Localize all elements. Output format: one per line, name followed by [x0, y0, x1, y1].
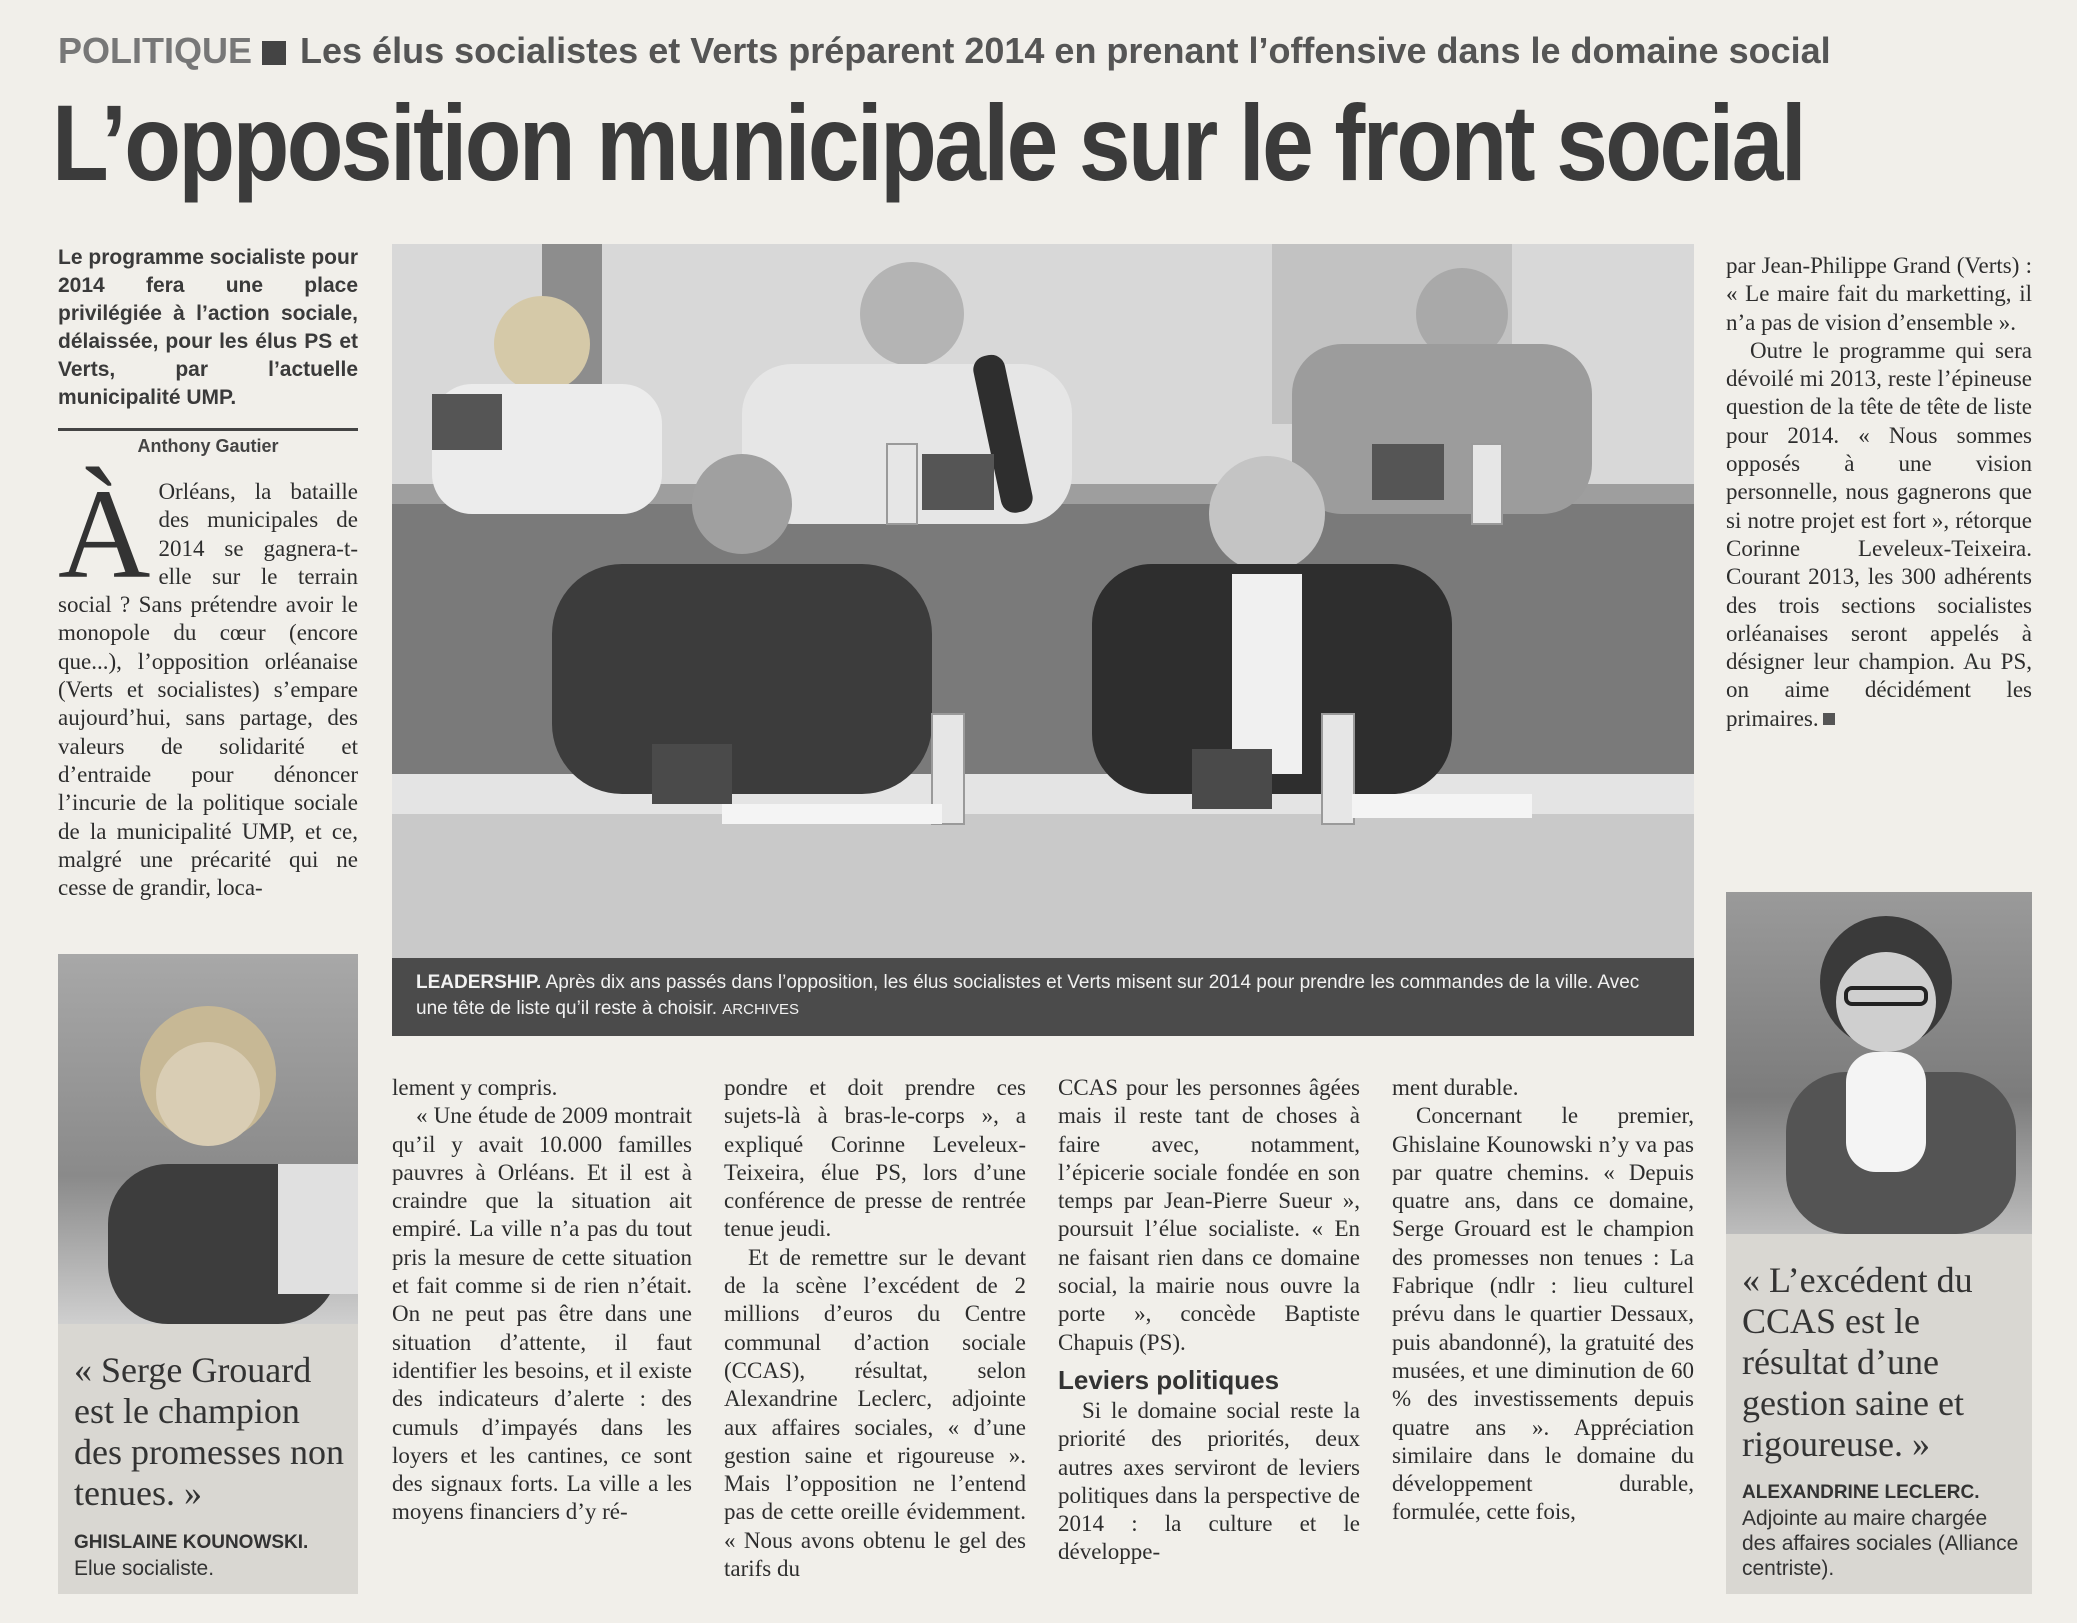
- chapo: Le programme socialiste pour 2014 fera une place privilégiée à l’action sociale, délaissée, pour les élus PS et Verts, par l’actuelle municipalité UMP.: [58, 246, 358, 409]
- main-photo: [392, 244, 1694, 1036]
- quote-author: GHISLAINE KOUNOWSKI.: [74, 1532, 309, 1553]
- quote-author: ALEXANDRINE LECLERC.: [1742, 1482, 1980, 1503]
- body-column-1: [58, 463, 358, 902]
- body-column-4: [1058, 1074, 1360, 1567]
- body-paragraph: Concernant le premier, Ghislaine Kounowski n’y va pas par quatre chemins. « Depuis quatre ans, dans ce domaine, Serge Grouard est le champion des promesses non tenues : La Fabrique (ndlr : lieu culturel prévu dans le quartier Dessaux, puis abandonné), la gratuité des musées, et une diminution de 60 % des investissements depuis quatre ans ». Appréciation similaire dans le domaine du développement durable, formulée, cette fois,: [1392, 1103, 1694, 1525]
- body-paragraph: Si le domaine social reste la priorité des priorités, deux autres axes serviront de leviers politiques dans la perspective de 2014 : la culture et le développe-: [1058, 1397, 1360, 1565]
- council-meeting-photo: [392, 244, 1694, 1036]
- body-column-6: [1726, 252, 2032, 733]
- portrait-kounowski: [58, 954, 358, 1324]
- dropcap: À: [58, 463, 151, 605]
- body-text: Orléans, la bataille des municipales de 2014 se gagnera-t-elle sur le terrain social ? Sans prétendre avoir le monopole du cœur (encore que...), l’opposition orléanaise (Verts et socialistes) s’empare aujourd’hui, sans partage, des valeurs de solidarité et d’entraide pour dénoncer l’incurie de la politique sociale de la municipalité UMP, et ce, malgré une précarité qui ne cesse de grandir, loca-: [58, 479, 358, 901]
- headline: L’opposition municipale sur le front social: [52, 82, 1805, 203]
- portrait-photo-kounowski: [58, 954, 358, 1324]
- end-of-article-icon: [1823, 713, 1835, 725]
- portrait-photo-leclerc: [1726, 892, 2032, 1234]
- square-bullet-icon: [262, 41, 286, 65]
- pull-quote-right: [1726, 1234, 2032, 1594]
- caption-text: Après dix ans passés dans l’opposition, les élus socialistes et Verts misent sur 2014 pour prendre les commandes de la ville. Avec une tête de liste qu’il reste à choisir.: [416, 972, 1640, 1019]
- body-column-2: [392, 1074, 692, 1527]
- body-paragraph: « Une étude de 2009 montrait qu’il y avait 10.000 familles pauvres à Orléans. Et il est à craindre que la situation ait empiré. La ville n’a pas du tout pris la mesure de cette situation et fait comme si de rien n’était. On ne peut pas être dans une situation d’attente, il faut identifier les besoins, et il existe des indicateurs d’alerte : des cumuls d’impayés dans les loyers et les cantines, ce sont des signaux forts. La ville a les moyens financiers d’y ré-: [392, 1103, 692, 1525]
- body-column-5: [1392, 1074, 1694, 1527]
- quote-author-role: Elue socialiste.: [74, 1557, 215, 1580]
- byline-rule: [58, 428, 358, 431]
- pull-quote-left: [58, 1324, 358, 1594]
- body-paragraph: CCAS pour les personnes âgées mais il reste tant de choses à faire avec, notamment, l’épicerie sociale fondée en son temps par Jean-Pierre Sueur », poursuit l’élue socialiste. « En ne faisant rien dans ce domaine social, la mairie nous ouvre la porte », concède Baptiste Chapuis (PS).: [1058, 1075, 1360, 1355]
- quote-text: « Serge Grouard est le champion des promesses non tenues. »: [74, 1350, 344, 1513]
- body-paragraph: Et de remettre sur le devant de la scène l’excédent de 2 millions d’euros du Centre communal d’action sociale (CCAS), résultat, selon Alexandrine Leclerc, adjointe aux affaires sociales, « d’une gestion saine et rigoureuse ». Mais l’opposition ne l’entend pas de cette oreille évidemment. « Nous avons obtenu le gel des tarifs du: [724, 1244, 1026, 1582]
- portrait-leclerc: [1726, 892, 2032, 1234]
- subheading: Leviers politiques: [1058, 1364, 1280, 1395]
- section-rubric: POLITIQUE: [58, 30, 253, 71]
- body-paragraph: lement y compris.: [392, 1075, 558, 1100]
- byline: Anthony Gautier: [137, 436, 279, 456]
- caption-label: LEADERSHIP.: [416, 972, 542, 993]
- body-paragraph: ment durable.: [1392, 1075, 1519, 1100]
- body-paragraph: pondre et doit prendre ces sujets-là à bras-le-corps », a expliqué Corinne Leveleux-Teixeira, élue PS, lors d’une conférence de presse de rentrée tenue jeudi.: [724, 1075, 1026, 1242]
- photo-caption: [392, 958, 1694, 1036]
- body-paragraph: par Jean-Philippe Grand (Verts) : « Le maire fait du marketting, il n’a pas de vision d’ensemble ».: [1726, 253, 2032, 335]
- photo-credit: ARCHIVES: [722, 1001, 799, 1018]
- kicker-text: Les élus socialistes et Verts préparent 2014 en prenant l’offensive dans le domaine social: [300, 30, 1831, 71]
- article-kicker: [58, 26, 1878, 76]
- quote-text: « L’excédent du CCAS est le résultat d’une gestion saine et rigoureuse. »: [1742, 1260, 1973, 1464]
- body-paragraph: Outre le programme qui sera dévoilé mi 2013, reste l’épineuse question de la tête de tête de liste pour 2014. « Nous sommes opposés à une vision personnelle, nous gagnerons que si notre projet est fort », rétorque Corinne Leveleux-Teixeira. Courant 2013, les 300 adhérents des trois sections socialistes orléanaises seront appelés à désigner leur champion. Au PS, on aime décidément les primaires.: [1726, 337, 2032, 731]
- body-column-3: [724, 1074, 1026, 1583]
- quote-author-role: Adjointe au maire chargée des affaires sociales (Alliance centriste).: [1742, 1507, 2019, 1580]
